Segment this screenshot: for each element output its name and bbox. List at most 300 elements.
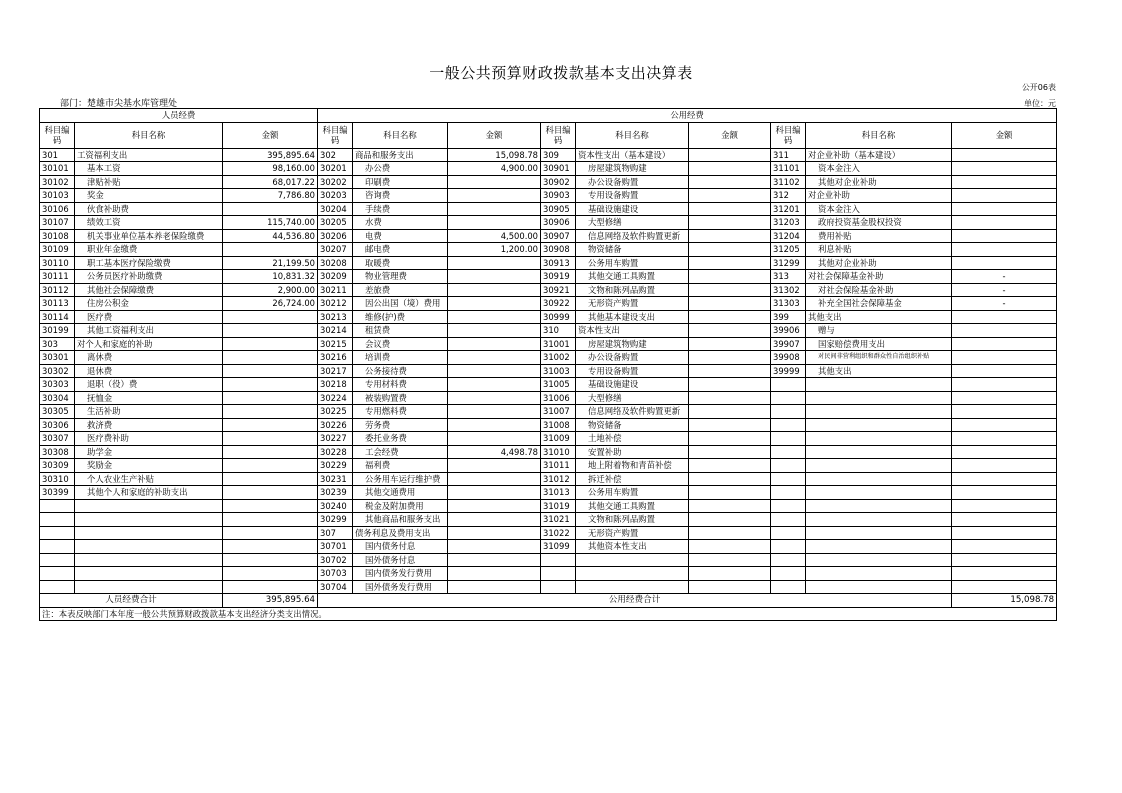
subject-code: 30110 [40, 256, 75, 270]
subject-code: 30203 [318, 189, 353, 203]
subject-code: 31012 [541, 472, 576, 486]
subject-name: 税金及附加费用 [353, 499, 448, 513]
subject-name: 拆迁补偿 [576, 472, 689, 486]
col-name: 科目名称 [75, 122, 223, 148]
subject-name: 房屋建筑物购建 [576, 162, 689, 176]
subject-name: 被装购置费 [353, 391, 448, 405]
subject-amount: 68,017.22 [223, 175, 318, 189]
subject-amount [952, 513, 1057, 527]
subject-code: 30224 [318, 391, 353, 405]
subject-name: 离休费 [75, 351, 223, 365]
subject-amount [952, 540, 1057, 554]
subject-name: 手续费 [353, 202, 448, 216]
table-row [40, 472, 1057, 486]
subject-amount [689, 445, 771, 459]
subject-code: 30305 [40, 405, 75, 419]
subject-code: 30206 [318, 229, 353, 243]
subject-name: 对民间非营利组织和群众性自治组织补贴 [806, 351, 952, 365]
subject-amount [952, 162, 1057, 176]
subject-code: 30109 [40, 243, 75, 257]
subject-code: 301 [40, 148, 75, 162]
subject-amount [952, 378, 1057, 392]
subject-code: 39907 [771, 337, 806, 351]
subject-code [771, 418, 806, 432]
table-row [40, 148, 1057, 162]
subject-code: 30307 [40, 432, 75, 446]
subject-name: 其他对企业补助 [806, 256, 952, 270]
subject-name: 咨询费 [353, 189, 448, 203]
subject-name: 对企业补助（基本建设） [806, 148, 952, 162]
col-code: 科目编码 [318, 122, 353, 148]
subject-amount: - [952, 297, 1057, 311]
subject-code: 30901 [541, 162, 576, 176]
subject-code: 31009 [541, 432, 576, 446]
subject-name: 物资储备 [576, 243, 689, 257]
subject-name [75, 526, 223, 540]
subject-amount [952, 553, 1057, 567]
col-name: 科目名称 [576, 122, 689, 148]
subject-code: 30211 [318, 283, 353, 297]
table-row [40, 310, 1057, 324]
subject-name: 津贴补贴 [75, 175, 223, 189]
subject-amount: 4,498.78 [448, 445, 541, 459]
subject-name: 电费 [353, 229, 448, 243]
subject-amount [689, 324, 771, 338]
subject-name: 机关事业单位基本养老保险缴费 [75, 229, 223, 243]
subject-code [771, 486, 806, 500]
subject-name: 物业管理费 [353, 270, 448, 284]
table-note: 注：本表反映部门本年度一般公共预算财政拨款基本支出经济分类支出情况。 [40, 607, 1057, 621]
subject-code: 39999 [771, 364, 806, 378]
subject-code: 39908 [771, 351, 806, 365]
table-row [40, 540, 1057, 554]
subject-code: 30225 [318, 405, 353, 419]
table-code: 公开06表 [1021, 83, 1056, 92]
subject-amount [448, 297, 541, 311]
subject-code [541, 553, 576, 567]
subject-code: 30106 [40, 202, 75, 216]
table-row [40, 445, 1057, 459]
subject-amount [223, 567, 318, 581]
subject-name: 其他工资福利支出 [75, 324, 223, 338]
subject-code: 302 [318, 148, 353, 162]
subject-amount [223, 337, 318, 351]
subject-name: 公务用车运行维护费 [353, 472, 448, 486]
subject-name: 工会经费 [353, 445, 448, 459]
subject-name [75, 540, 223, 554]
subject-name: 培训费 [353, 351, 448, 365]
subject-amount: - [952, 283, 1057, 297]
subject-amount [689, 391, 771, 405]
subject-code [771, 580, 806, 594]
table-row [40, 499, 1057, 513]
subject-amount [448, 499, 541, 513]
subject-amount [448, 189, 541, 203]
subject-code [771, 499, 806, 513]
subject-code: 30202 [318, 175, 353, 189]
subject-name: 利息补贴 [806, 243, 952, 257]
table-row [40, 567, 1057, 581]
subject-name [806, 513, 952, 527]
subject-name [806, 432, 952, 446]
subject-name [806, 405, 952, 419]
subject-amount [223, 351, 318, 365]
subject-amount: 26,724.00 [223, 297, 318, 311]
table-row [40, 432, 1057, 446]
subject-code [40, 580, 75, 594]
col-name: 科目名称 [806, 122, 952, 148]
subject-code [771, 391, 806, 405]
subject-amount: 21,199.50 [223, 256, 318, 270]
subject-amount: 7,786.80 [223, 189, 318, 203]
subject-amount [952, 148, 1057, 162]
subject-name: 其他基本建设支出 [576, 310, 689, 324]
subject-amount [448, 391, 541, 405]
subject-amount [689, 432, 771, 446]
subject-name: 商品和服务支出 [353, 148, 448, 162]
subject-name: 办公费 [353, 162, 448, 176]
col-amount: 金额 [448, 122, 541, 148]
subject-name [576, 553, 689, 567]
subject-amount [448, 364, 541, 378]
subject-name: 国外债务发行费用 [353, 580, 448, 594]
table-row [40, 202, 1057, 216]
subject-name: 水费 [353, 216, 448, 230]
subject-name: 文物和陈列品购置 [576, 513, 689, 527]
col-amount: 金额 [223, 122, 318, 148]
subject-amount [952, 256, 1057, 270]
table-row [40, 216, 1057, 230]
subject-name: 办公设备购置 [576, 351, 689, 365]
subject-code: 30213 [318, 310, 353, 324]
expenditure-table [39, 108, 1057, 621]
subject-code: 307 [318, 526, 353, 540]
subject-amount [448, 270, 541, 284]
subject-name: 助学金 [75, 445, 223, 459]
subject-code: 303 [40, 337, 75, 351]
subject-amount: 2,900.00 [223, 283, 318, 297]
subject-code: 31006 [541, 391, 576, 405]
subject-name: 房屋建筑物购建 [576, 337, 689, 351]
subject-amount [952, 405, 1057, 419]
subject-amount [689, 486, 771, 500]
subject-code: 30228 [318, 445, 353, 459]
subject-amount [448, 351, 541, 365]
subject-amount [689, 216, 771, 230]
subject-code: 312 [771, 189, 806, 203]
subject-name [75, 567, 223, 581]
public-total-amount: 15,098.78 [952, 594, 1057, 608]
subject-amount [223, 513, 318, 527]
subject-name: 医疗费补助 [75, 432, 223, 446]
subject-amount [952, 580, 1057, 594]
subject-name: 抚恤金 [75, 391, 223, 405]
subject-amount: - [952, 270, 1057, 284]
subject-code: 30302 [40, 364, 75, 378]
subject-amount [448, 418, 541, 432]
subject-code: 31008 [541, 418, 576, 432]
subject-name: 因公出国（境）费用 [353, 297, 448, 311]
subject-name: 差旅费 [353, 283, 448, 297]
subject-amount [223, 418, 318, 432]
subject-code: 30217 [318, 364, 353, 378]
subject-code: 30102 [40, 175, 75, 189]
subject-code: 31019 [541, 499, 576, 513]
subject-name [576, 580, 689, 594]
subject-amount [223, 364, 318, 378]
subject-amount [689, 378, 771, 392]
subject-code [40, 567, 75, 581]
subject-name: 对个人和家庭的补助 [75, 337, 223, 351]
subject-code: 31101 [771, 162, 806, 176]
table-row [40, 175, 1057, 189]
table-row [40, 229, 1057, 243]
subject-code: 31099 [541, 540, 576, 554]
subject-amount [952, 364, 1057, 378]
subject-code: 311 [771, 148, 806, 162]
subject-code [40, 513, 75, 527]
subject-name: 国内债务发行费用 [353, 567, 448, 581]
subject-amount [448, 459, 541, 473]
subject-amount [952, 351, 1057, 365]
subject-code: 30216 [318, 351, 353, 365]
subject-amount [223, 445, 318, 459]
subject-code: 31303 [771, 297, 806, 311]
table-row [40, 486, 1057, 500]
subject-name [806, 567, 952, 581]
subject-code: 30301 [40, 351, 75, 365]
subject-code: 30114 [40, 310, 75, 324]
subject-amount [689, 256, 771, 270]
subject-name: 大型修缮 [576, 391, 689, 405]
subject-amount: 115,740.00 [223, 216, 318, 230]
subject-amount [952, 243, 1057, 257]
subject-name: 个人农业生产补贴 [75, 472, 223, 486]
subject-amount [448, 283, 541, 297]
subject-code: 31005 [541, 378, 576, 392]
subject-code [771, 526, 806, 540]
subject-code: 313 [771, 270, 806, 284]
subject-name [806, 499, 952, 513]
subject-code [40, 526, 75, 540]
subject-amount [952, 459, 1057, 473]
subject-amount [223, 405, 318, 419]
subject-code [771, 472, 806, 486]
subject-name: 租赁费 [353, 324, 448, 338]
subject-amount [689, 553, 771, 567]
subject-code: 30111 [40, 270, 75, 284]
subject-amount [448, 337, 541, 351]
subject-name: 公务接待费 [353, 364, 448, 378]
subject-name: 公务员医疗补助缴费 [75, 270, 223, 284]
subject-name [806, 540, 952, 554]
subject-code: 30207 [318, 243, 353, 257]
subject-amount [448, 310, 541, 324]
subject-name [806, 459, 952, 473]
subject-name: 其他对企业补助 [806, 175, 952, 189]
subject-name: 基础设施建设 [576, 378, 689, 392]
subject-name: 信息网络及软件购置更新 [576, 405, 689, 419]
subject-code [771, 405, 806, 419]
table-row [40, 189, 1057, 203]
subject-name: 住房公积金 [75, 297, 223, 311]
table-row [40, 162, 1057, 176]
subject-amount [223, 499, 318, 513]
subject-code: 30907 [541, 229, 576, 243]
subject-code: 30303 [40, 378, 75, 392]
subject-code: 30231 [318, 472, 353, 486]
subject-name: 政府投资基金股权投资 [806, 216, 952, 230]
subject-code: 30703 [318, 567, 353, 581]
subject-name: 国外债务付息 [353, 553, 448, 567]
subject-amount: 44,536.80 [223, 229, 318, 243]
subject-amount [223, 391, 318, 405]
subject-code: 30704 [318, 580, 353, 594]
subject-code: 30227 [318, 432, 353, 446]
personnel-total-label: 人员经费合计 [40, 594, 223, 608]
subject-name: 维修(护)费 [353, 310, 448, 324]
personnel-total-amount: 395,895.64 [223, 594, 318, 608]
subject-code [771, 540, 806, 554]
subject-amount [448, 580, 541, 594]
page-title: 一般公共预算财政拨款基本支出决算表 [429, 64, 693, 82]
subject-code [771, 553, 806, 567]
subject-code: 30310 [40, 472, 75, 486]
subject-name: 办公设备购置 [576, 175, 689, 189]
subject-name: 职工基本医疗保险缴费 [75, 256, 223, 270]
subject-code: 30212 [318, 297, 353, 311]
col-amount: 金额 [952, 122, 1057, 148]
subject-name: 取暖费 [353, 256, 448, 270]
subject-code: 31203 [771, 216, 806, 230]
subject-code: 30209 [318, 270, 353, 284]
subject-amount: 1,200.00 [448, 243, 541, 257]
subject-name [75, 553, 223, 567]
subject-code: 31204 [771, 229, 806, 243]
subject-name: 劳务费 [353, 418, 448, 432]
table-row [40, 526, 1057, 540]
subject-code: 31002 [541, 351, 576, 365]
subject-amount [448, 432, 541, 446]
subject-code: 30103 [40, 189, 75, 203]
table-row [40, 256, 1057, 270]
subject-code [40, 499, 75, 513]
subject-name: 费用补贴 [806, 229, 952, 243]
subject-name: 其他支出 [806, 310, 952, 324]
subject-code: 30218 [318, 378, 353, 392]
subject-code: 30215 [318, 337, 353, 351]
subject-name [576, 567, 689, 581]
subject-name: 对企业补助 [806, 189, 952, 203]
subject-amount [223, 310, 318, 324]
subject-code [40, 540, 75, 554]
subject-amount [689, 243, 771, 257]
subject-name: 其他社会保障缴费 [75, 283, 223, 297]
subject-amount [223, 486, 318, 500]
subject-name: 土地补偿 [576, 432, 689, 446]
subject-amount: 4,500.00 [448, 229, 541, 243]
subject-code [771, 513, 806, 527]
subject-code: 30903 [541, 189, 576, 203]
subject-name: 其他商品和服务支出 [353, 513, 448, 527]
subject-code: 30309 [40, 459, 75, 473]
subject-name: 工资福利支出 [75, 148, 223, 162]
subject-name: 补充全国社会保障基金 [806, 297, 952, 311]
subject-amount [223, 324, 318, 338]
table-row [40, 351, 1057, 365]
subject-amount [223, 243, 318, 257]
subject-code: 30999 [541, 310, 576, 324]
subject-amount: 10,831.32 [223, 270, 318, 284]
subject-code [771, 445, 806, 459]
subject-code [771, 567, 806, 581]
subject-amount [952, 472, 1057, 486]
subject-name [75, 513, 223, 527]
subject-name [806, 472, 952, 486]
subject-code: 30101 [40, 162, 75, 176]
subject-amount [448, 256, 541, 270]
subject-amount [952, 189, 1057, 203]
subject-amount [689, 229, 771, 243]
table-row [40, 513, 1057, 527]
subject-code: 30240 [318, 499, 353, 513]
subject-amount [952, 499, 1057, 513]
subject-code: 31001 [541, 337, 576, 351]
table-row [40, 378, 1057, 392]
subject-code: 31302 [771, 283, 806, 297]
subject-code: 31022 [541, 526, 576, 540]
subject-name: 基础设施建设 [576, 202, 689, 216]
subject-amount [952, 337, 1057, 351]
subject-code: 30702 [318, 553, 353, 567]
subject-code: 39906 [771, 324, 806, 338]
subject-amount [223, 432, 318, 446]
subject-amount [689, 148, 771, 162]
subject-name: 绩效工资 [75, 216, 223, 230]
table-row [40, 324, 1057, 338]
subject-amount [689, 459, 771, 473]
subject-code: 30922 [541, 297, 576, 311]
subject-name: 委托业务费 [353, 432, 448, 446]
subject-amount [448, 378, 541, 392]
subject-code: 30906 [541, 216, 576, 230]
subject-name: 福利费 [353, 459, 448, 473]
subject-amount [952, 229, 1057, 243]
subject-code [40, 553, 75, 567]
subject-code: 30306 [40, 418, 75, 432]
subject-amount [448, 324, 541, 338]
subject-name: 其他支出 [806, 364, 952, 378]
subject-code: 30913 [541, 256, 576, 270]
subject-name [806, 391, 952, 405]
table-row [40, 243, 1057, 257]
subject-code: 30204 [318, 202, 353, 216]
subject-code [771, 432, 806, 446]
subject-name: 奖励金 [75, 459, 223, 473]
subject-name: 物资储备 [576, 418, 689, 432]
subject-amount [448, 553, 541, 567]
subject-name: 职业年金缴费 [75, 243, 223, 257]
subject-amount [689, 175, 771, 189]
subject-name [806, 486, 952, 500]
subject-code: 31205 [771, 243, 806, 257]
subject-code: 31010 [541, 445, 576, 459]
subject-amount [952, 432, 1057, 446]
subject-amount [689, 297, 771, 311]
subject-name: 专用设备购置 [576, 189, 689, 203]
subject-name: 文物和陈列品购置 [576, 283, 689, 297]
subject-amount [448, 540, 541, 554]
